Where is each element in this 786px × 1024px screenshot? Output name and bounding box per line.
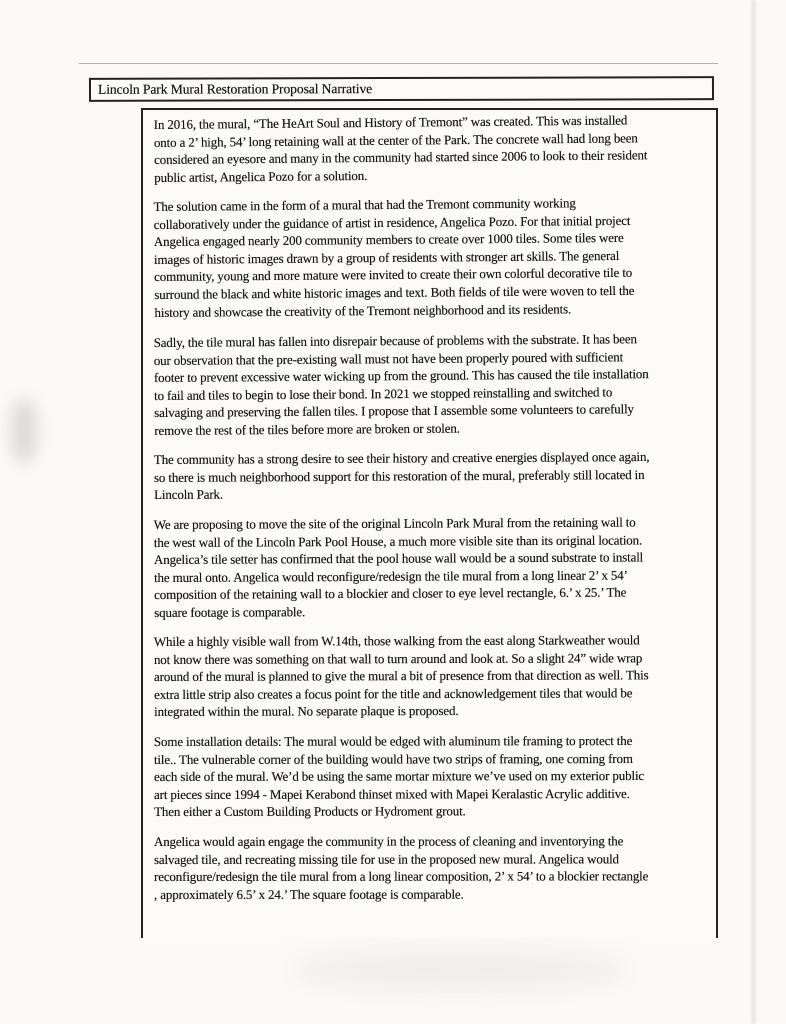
paragraph-wrap-around: While a highly visible wall from W.14th, those walking from the east along Starkweather would not know there was something on that wall to turn around and look at. So a slight 24” wide wrap around of the mural is planned to give the mural a bit of presence from that direction as well. This extra little strip also creates a focus point for the title and acknowledgement tiles that would be integrated within the mural. No separate plaque is proposed. (153, 632, 649, 720)
paragraph-intro-2016-mural: In 2016, the mural, “The HeArt Soul and History of Tremont” was created. This was installed onto a 2’ high, 54’ long retaining wall at the center of the Park. The concrete wall had long been considered an eyesore and many in the community had started since 2006 to look to their resident public artist, Angelica Pozo for a solution. (153, 112, 648, 185)
scan-edge-streak (752, 0, 755, 1024)
document-title: Lincoln Park Mural Restoration Proposal Narrative (97, 81, 373, 97)
scan-smudge (10, 398, 38, 464)
scan-smudge (290, 948, 630, 992)
document-body-box (141, 108, 718, 938)
paragraph-community-solution: The solution came in the form of a mural that had the Tremont community working collaboratively under the guidance of artist in residence, Angelica Pozo. For that initial project Angelica engaged nearly 200 community members to create over 1000 tiles. Some tiles were images of historic images drawn by a group of residents with stronger art skills. The general community, young and more mature were invited to create their own colorful decorative tile to surround the black and white historic images and text. Both fields of tile were woven to tell the history and showcase the creativity of the Tremont neighborhood and its residents. (153, 195, 635, 320)
paragraph-proposed-relocation: We are proposing to move the site of the original Lincoln Park Mural from the retaining wall to the west wall of the Lincoln Park Pool House, a much more visible site than its original location. Angelica’s tile setter has confirmed that the pool house wall would be a sound substrate to install the mural onto. Angelica would reconfigure/redesign the tile mural from a long linear 2’ x 54’ composition of the retaining wall to a blockier and closer to eye level rectangle, 6.’ x 25.’ The square footage is comparable. (153, 514, 644, 620)
page-frame-line (79, 63, 718, 64)
paragraph-community-engagement: Angelica would again engage the community in the process of cleaning and inventorying the salvaged tile, and recreating missing tile for use in the proposed new mural. Angelica would reconfigure/redesign the tile mural from a long linear composition, 2’ x 54’ to a blockier rectangle , approximately 6.5’ x 24.’ The square footage is comparable. (153, 833, 649, 903)
paragraph-neighborhood-support: The community has a strong desire to see their history and creative energies displayed once again, so there is much neighborhood support for this restoration of the mural, preferably still located in Lincoln Park. (153, 449, 650, 503)
paragraph-disrepair-substrate: Sadly, the tile mural has fallen into disrepair because of problems with the substrate. It has been our observation that the pre-existing wall must not have been properly poured with sufficient footer to prevent excessive water wicking up from the ground. This has caused the tile installation to fail and tiles to begin to lose their bond. In 2021 we stopped reinstalling and switched to salvaging and preserving the fallen tiles. I propose that I assemble some volunteers to carefully remove the rest of the tiles before more are broken or stolen. (153, 330, 649, 438)
paragraph-installation-details: Some installation details: The mural would be edged with aluminum tile framing to protect the tile.. The vulnerable corner of the building would have two strips of framing, one coming from each side of the mural. We’d be using the same mortar mixture we’ve used on my exterior public art pieces since 1994 - Mapei Kerabond thinset mixed with Mapei Keralastic Acrylic additive. Then either a Custom Building Products or Hydroment grout. (153, 733, 645, 820)
document-title-box (89, 76, 714, 102)
